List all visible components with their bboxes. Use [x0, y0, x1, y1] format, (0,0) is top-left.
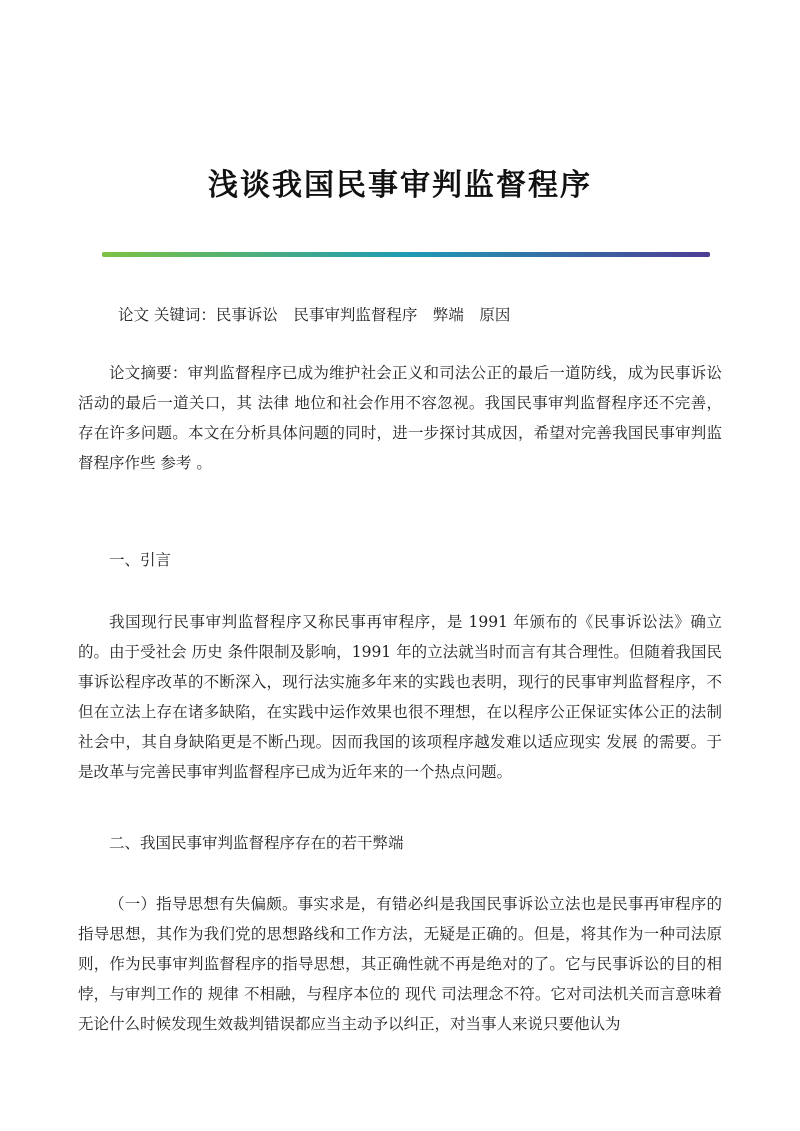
gradient-divider [102, 252, 710, 257]
section-heading-introduction: 一、引言 [109, 551, 172, 569]
keywords-line: 论文 关键词：民事诉讼 民事审判监督程序 弊端 原因 [118, 306, 511, 324]
introduction-paragraph: 我国现行民事审判监督程序又称民事再审程序，是 1991 年颁布的《民事诉讼法》确立的。由于受社会 历史 条件限制及影响，1991 年的立法就当时而言有其合理性。但随着我国民事诉讼程序改革的不断深入，现行法实施多年来的实践也表明，现行的民事审判监督程序，不但在立法上存在诸多缺陷，在实践中运作效果也很不理想，在以程序公正保证实体公正的法制社会中，其自身缺陷更是不断凸现。因而我国的该项程序越发难以适应现实 发展 的需要。于是改革与完善民事审判监督程序已成为近年来的一个热点问题。 [78, 613, 722, 781]
document-title: 浅谈我国民事审判监督程序 [208, 168, 592, 203]
abstract-paragraph: 论文摘要：审判监督程序已成为维护社会正义和司法公正的最后一道防线，成为民事诉讼活动的最后一道关口，其 法律 地位和社会作用不容忽视。我国民事审判监督程序还不完善，存在许多问题。本文在分析具体问题的同时，进一步探讨其成因，希望对完善我国民事审判监督程序作些 参考 。 [78, 364, 722, 472]
section-heading-defects: 二、我国民事审判监督程序存在的若干弊端 [109, 834, 404, 852]
defects-paragraph: （一）指导思想有失偏颇。事实求是，有错必纠是我国民事诉讼立法也是民事再审程序的指导思想，其作为我们党的思想路线和工作方法，无疑是正确的。但是，将其作为一种司法原则，作为民事审判监督程序的指导思想，其正确性就不再是绝对的了。它与民事诉讼的目的相悖，与审判工作的 规律 不相融，与程序本位的 现代 司法理念不符。它对司法机关而言意味着无论什么时候发现生效裁判错误都应当主动予以纠正，对当事人来说只要他认为 [78, 895, 722, 1033]
